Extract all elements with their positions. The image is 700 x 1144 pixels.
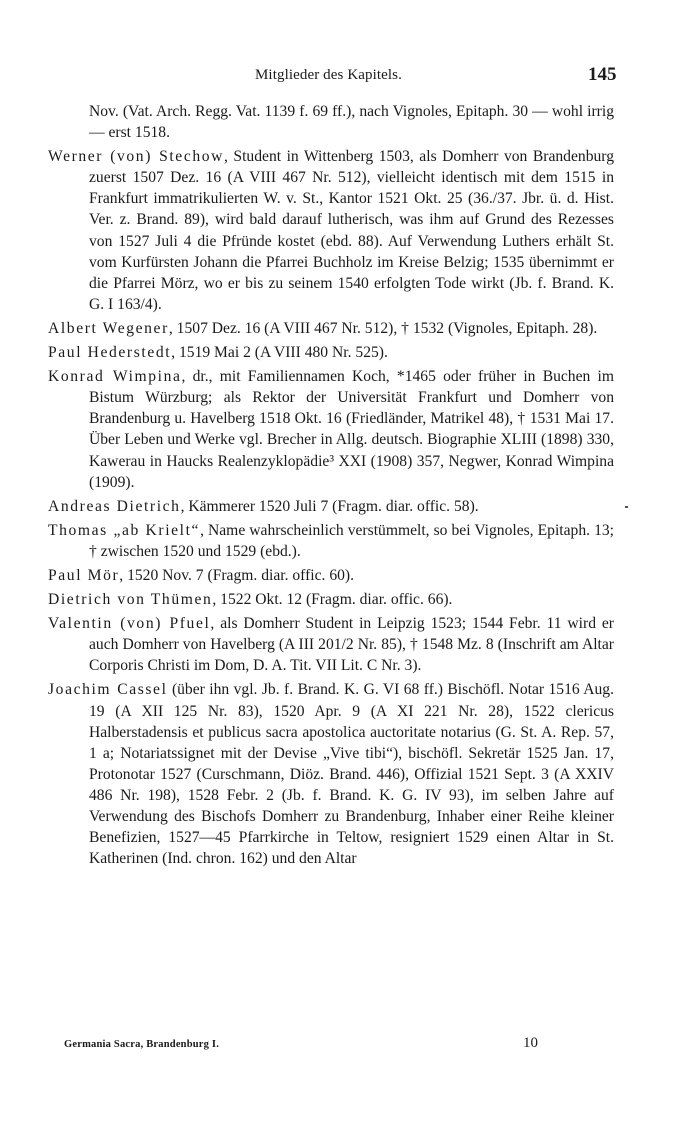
entry-name: Paul Hederstedt [48,344,172,362]
entry-text: , 1520 Nov. 7 (Fragm. diar. offic. 60). [119,566,355,584]
entry-joachim-cassel [48,679,614,869]
entry-name: Dietrich von Thümen [48,591,213,609]
entry-continuation [48,101,614,143]
entry-text: Nov. (Vat. Arch. Regg. Vat. 1139 f. 69 ff.), nach Vignoles, Epitaph. 30 — wohl irrig — erst 1518. [89,103,614,142]
entry-konrad-wimpina [48,366,614,493]
entry-name: Andreas Dietrich [48,497,181,515]
entry-thomas-ab-krielt [48,520,614,562]
entry-text: (über ihn vgl. Jb. f. Brand. K. G. VI 68 ff.) Bischöfl. Notar 1516 Aug. 19 (A XII 125 Nr. 83), 1520 Apr. 9 (A XI 221 Nr. 28), 1522 clericus Halberstadensis et publicus sacra apostolica auctoritate notarius (G. St. A. Rep. 57, 1 a; Notariatssignet mit der Devise „Vive tibi“), bischöfl. Sekretär 1525 Jan. 17, Protonotar 1527 (Curschmann, Diöz. Brand. 446), Offizial 1521 Sept. 3 (A XXIV 486 Nr. 198), 1528 Febr. 2 (Jb. f. Brand. K. G. IV 93), im selben Jahre auf Verwendung des Bischofs Domherr zu Brandenburg, Inhaber einer Reihe kleiner Benefizien, 1527—45 Pfarrkirche in Teltow, resigniert 1529 einen Altar in St. Katherinen (Ind. chron. 162) und den Altar [89,681,614,868]
running-title: Mitglieder des Kapitels. [255,67,402,83]
entry-albert-wegener [48,318,614,339]
entry-text: , als Domherr Student in Leipzig 1523; 1544 Febr. 11 wird er auch Domherr von Havelberg (A III 201/2 Nr. 85), † 1548 Mz. 8 (Inschrift am Altar Corporis Christi im Dom, D. A. Tit. VII Lit. C Nr. 3). [89,615,614,675]
entry-name: Thomas „ab Krielt“ [48,521,201,539]
entry-name: Albert Wegener [48,319,169,337]
entry-text: , Name wahrscheinlich verstümmelt, so bei Vignoles, Epitaph. 13; † zwischen 1520 und 1529 (ebd.). [89,521,614,560]
entry-text: , 1519 Mai 2 (A VIII 480 Nr. 525). [171,344,388,362]
entry-name: Valentin (von) Pfuel [48,615,211,633]
entry-text: , 1507 Dez. 16 (A VIII 467 Nr. 512), † 1532 (Vignoles, Epitaph. 28). [168,319,598,337]
entry-text: , Kämmerer 1520 Juli 7 (Fragm. diar. offic. 58). [180,497,479,515]
entry-andreas-dietrich [48,496,614,517]
entry-werner-von-stechow [48,146,614,315]
entry-name: Konrad Wimpina [48,368,182,386]
entry-dietrich-von-thuemen [48,589,614,610]
signature-mark: 10 [523,1035,538,1051]
running-head [0,64,700,88]
entry-name: Werner (von) Stechow [48,148,225,166]
entry-valentin-von-pfuel [48,613,614,676]
entry-text: , 1522 Okt. 12 (Fragm. diar. offic. 66). [212,591,453,609]
entry-paul-moer [48,565,614,586]
body-text [48,101,614,872]
entry-paul-hederstedt [48,342,614,363]
page-number: 145 [588,64,617,85]
entry-name: Paul Mör [48,566,120,584]
footer-series-title: Germania Sacra, Brandenburg I. [64,1039,220,1050]
printer-mark [625,506,628,508]
page-footer [0,1035,700,1055]
entry-name: Joachim Cassel [48,681,168,699]
entry-text: , Student in Wittenberg 1503, als Domherr von Brandenburg zuerst 1507 Dez. 16 (A VIII 467 Nr. 512), vielleicht identisch mit dem 1515 in Frankfurt immatrikulierten W. v. St., Kantor 1521 Okt. 25 (36./37. Jbr. ü. d. Hist. Ver. z. Brand. 89), wird bald darauf lutherisch, was ihm auf Grund des Rezesses von 1527 Juli 4 die Pfründe kostet (ebd. 88). Auf Verwendung Luthers erhält St. vom Kurfürsten Johann die Pfarrei Buchholz im Kreise Belzig; 1535 übernimmt er die Pfarrei Mörz, wo er bis zu seinem 1540 erfolgten Tode wirkt (Jb. f. Brand. K. G. I 163/4). [89,148,614,313]
entry-text: , dr., mit Familiennamen Koch, *1465 oder früher in Buchen im Bistum Würzburg; als Rektor der Universität Frankfurt und Domherr von Brandenburg u. Havelberg 1518 Okt. 16 (Friedländer, Matrikel 48), † 1531 Mai 17. Über Leben und Werke vgl. Brecher in Allg. deutsch. Biographie XLIII (1898) 330, Kawerau in Haucks Realenzyklopädie³ XXI (1908) 357, Negwer, Konrad Wimpina (1909). [89,368,615,491]
